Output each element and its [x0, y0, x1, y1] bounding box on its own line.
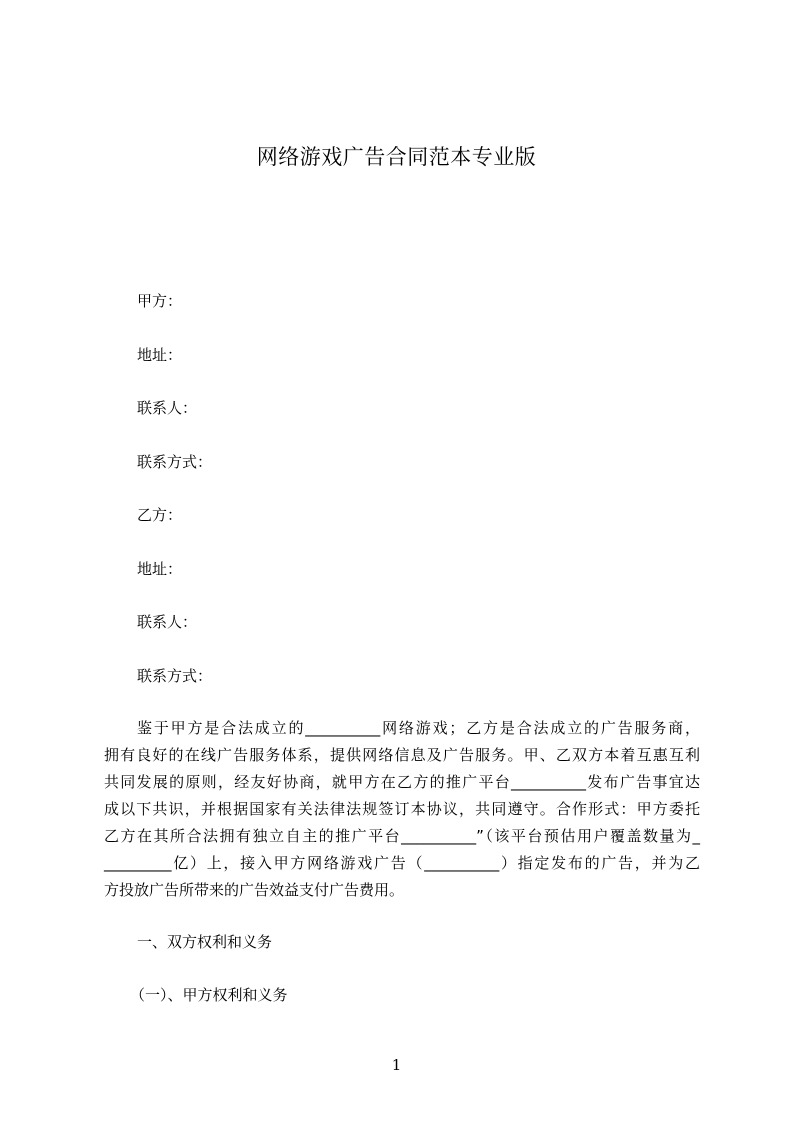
section-heading: 一、双方权利和义务 [137, 933, 273, 951]
page-number: 1 [391, 1056, 402, 1074]
preamble-line: 拥有良好的在线广告服务体系，提供网络信息及广告服务。甲、乙双方本着互惠互利 [104, 746, 700, 764]
party-a-contact-person-label: 联系人： [137, 399, 198, 417]
preamble-line: _________亿）上，接入甲方网络游戏广告（__________）指定发布的广告，并为乙 [104, 854, 700, 872]
party-a-label: 甲方： [137, 292, 183, 310]
preamble-line: 成以下共识，并根据国家有关法律法规签订本协议，共同遵守。合作形式：甲方委托 [104, 800, 700, 818]
preamble-line: 共同发展的原则，经友好协商，就甲方在乙方的推广平台__________发布广告事宜达 [104, 773, 700, 791]
preamble-paragraph [104, 715, 700, 904]
document-title: 网络游戏广告合同范本专业版 [256, 145, 537, 169]
party-b-contact-person-label: 联系人： [137, 613, 198, 631]
party-a-contact-method-label: 联系方式： [137, 453, 213, 471]
subsection-heading: （一）、甲方权利和义务 [130, 986, 288, 1004]
party-b-address-label: 地址： [137, 560, 183, 578]
party-b-contact-method-label: 联系方式： [137, 667, 213, 685]
preamble-line: 乙方在其所合法拥有独立自主的推广平台__________”（该平台预估用户覆盖数量为_ [104, 827, 700, 845]
preamble-line: 方投放广告所带来的广告效益支付广告费用。 [104, 881, 405, 899]
preamble-line: 鉴于甲方是合法成立的__________网络游戏；乙方是合法成立的广告服务商， [137, 719, 700, 737]
party-a-address-label: 地址： [137, 346, 183, 364]
party-b-label: 乙方： [137, 506, 183, 524]
